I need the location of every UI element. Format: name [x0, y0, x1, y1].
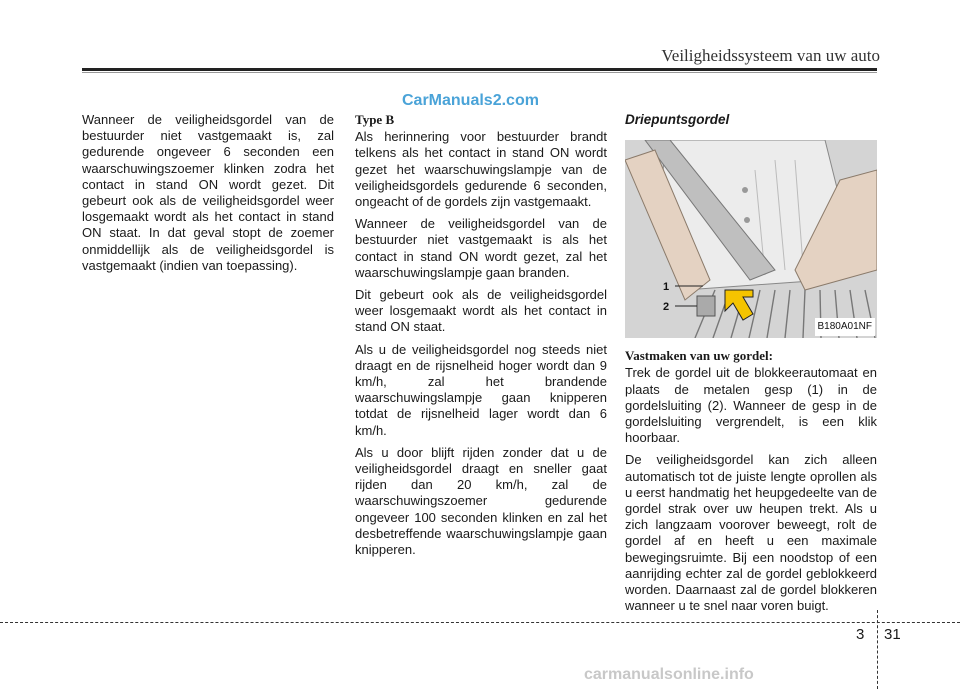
figure-label: B180A01NF	[815, 318, 875, 336]
header-title: Veiligheidssysteem van uw auto	[661, 46, 880, 65]
column-1	[82, 112, 334, 280]
footer-divider	[0, 622, 960, 623]
callout-2: 2	[663, 301, 670, 314]
watermark-bottom[interactable]: carmanualsonline.info	[584, 666, 754, 683]
page-number: 31	[884, 626, 901, 643]
vastmaken-heading: Vastmaken van uw gordel:	[625, 348, 773, 364]
header-rule-thin	[82, 72, 877, 73]
footer-vertical-divider	[877, 610, 878, 689]
col3-paragraph-2: De veiligheidsgordel kan zich alleen automatisch tot de juiste lengte oprollen als u eerst handmatig het heupgedeelte van de gordel strak over uw heupen trekt. Als u zich langzaam voorover beweegt, rolt de gordel af en heeft u een maximale bewegingsruimte. Bij een noodstop of een aanrijding echter zal de gordel geblokkeerd worden. Daarnaast zal de gordel blokkeren wanneer u te snel naar voren buigt.	[625, 452, 877, 614]
col1-paragraph-1: Wanneer de veiligheidsgordel van de bestuurder niet vastgemaakt is, zal gedurende ongeveer 6 seconden een waarschuwingszoemer klinken zodra het contact in stand ON wordt gezet. Dit gebeurt ook als de veiligheidsgordel weer losgemaakt wordt als het contact in stand ON staat. In dat geval stopt de zoemer onmiddellijk als de veiligheidsgordel is vastgemaakt (indien van toepassing).	[82, 112, 334, 273]
column-3	[625, 112, 877, 620]
col2-paragraph-1: Als herinnering voor bestuurder brandt telkens als het contact in stand ON wordt gezet het waarschuwingslampje van de veiligheidsgordels gedurende 6 seconden, ongeacht of de gordels zijn vastgemaakt.	[355, 129, 607, 210]
watermark-top[interactable]: CarManuals2.com	[402, 92, 539, 109]
type-b-heading: Type B	[355, 112, 395, 127]
driepuntsgordel-heading: Driepuntsgordel	[625, 112, 730, 127]
column-2	[355, 112, 607, 564]
header-rule	[82, 68, 877, 71]
seatbelt-illustration	[625, 140, 877, 338]
col2-paragraph-2: Wanneer de veiligheidsgordel van de bestuurder niet vastgemaakt is als het contact in stand ON wordt gezet, zal het waarschuwingslampje gaan branden.	[355, 216, 607, 280]
col2-paragraph-4: Als u de veiligheidsgordel nog steeds niet draagt en de rijsnelheid hoger wordt dan 9 km/h, zal het brandende waarschuwingslampje gaan knipperen totdat de rijsnelheid lager wordt dan 6 km/h.	[355, 341, 607, 438]
col2-paragraph-5: Als u door blijft rijden zonder dat u de veiligheidsgordel draagt en sneller gaat rijden dan 20 km/h, zal de waarschuwingszoemer gedurende ongeveer 100 seconden klinken en zal het desbetreffende waarschuwingslampje gaan knipperen.	[355, 444, 607, 558]
callout-1: 1	[663, 281, 670, 294]
col2-paragraph-3: Dit gebeurt ook als de veiligheidsgordel weer losgemaakt wordt als het contact in stand ON staat.	[355, 287, 607, 335]
page-section-number: 3	[856, 626, 865, 643]
col3-paragraph-1: Trek de gordel uit de blokkeerautomaat en plaats de metalen gesp (1) in de gordelsluiting (2). Wanneer de gesp in de gordelsluiting vergrendelt, is een klik hoorbaar.	[625, 365, 877, 446]
